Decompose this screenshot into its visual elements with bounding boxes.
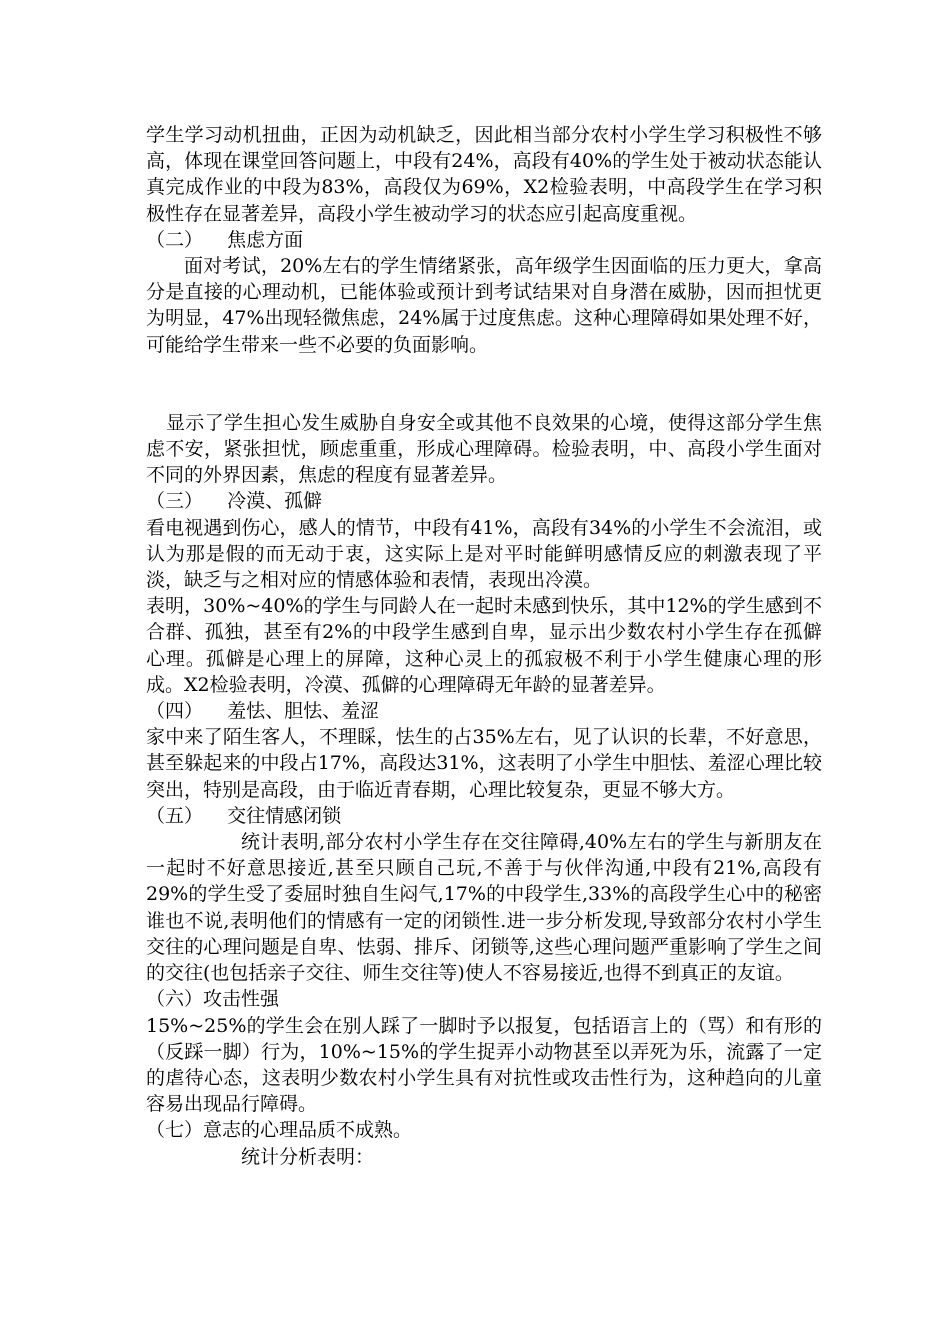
heading-shyness: （四） 羞怯、胆怯、羞涩 bbox=[146, 700, 380, 723]
document-page bbox=[146, 122, 822, 1170]
paragraph-loneliness: 表明，30%~40%的学生与同龄人在一起时未感到快乐，其中12%的学生感到不合群、孤独，甚至有2%的中段学生感到自卑，显示出少数农村小学生存在孤僻心理。孤僻是心理上的屏障，这种心灵上的孤寂极不利于小学生健康心理的形成。X2检验表明，冷漠、孤僻的心理障碍无年龄的显著差异。 bbox=[146, 595, 822, 696]
paragraph-exam-anxiety: 面对考试，20%左右的学生情绪紧张，高年级学生因面临的压力更大，拿高分是直接的心理动机，已能体验或预计到考试结果对自身潜在威胁，因而担忧更为明显，47%出现轻微焦虑，24%属于过度焦虑。这种心理障碍如果处理不好，可能给学生带来一些不必要的负面影响。 bbox=[146, 255, 822, 356]
paragraph-aggression: 15%~25%的学生会在别人踩了一脚时予以报复，包括语言上的（骂）和有形的（反踩一脚）行为，10%~15%的学生捉弄小动物甚至以弄死为乐，流露了一定的虐待心态，这表明少数农村小学生具有对抗性或攻击性行为，这种趋向的儿童容易出现品行障碍。 bbox=[146, 1014, 822, 1116]
paragraph-statistics: 统计分析表明： bbox=[241, 1145, 375, 1168]
paragraph-tv-indifference: 看电视遇到伤心，感人的情节，中段有41%，高段有34%的小学生不会流泪，或认为那是假的而无动于衷，这实际上是对平时能鲜明感情反应的刺激表现了平淡，缺乏与之相对应的情感体验和表情，表现出冷漠。 bbox=[146, 516, 822, 592]
heading-aggression: （六）攻击性强 bbox=[146, 988, 280, 1011]
blank-line bbox=[146, 358, 822, 410]
paragraph-motivation: 学生学习动机扭曲，正因为动机缺乏，因此相当部分农村小学生学习积极性不够高，体现在课堂回答问题上，中段有24%，高段有40%的学生处于被动状态能认真完成作业的中段为83%，高段仅为69%，X2检验表明，中高段学生在学习积极性存在显著差异，高段小学生被动学习的状态应引起高度重视。 bbox=[146, 124, 822, 225]
heading-indifference: （三） 冷漠、孤僻 bbox=[146, 490, 323, 513]
paragraph-social-closure: 统计表明,部分农村小学生存在交往障碍,40%左右的学生与新朋友在一起时不好意思接近,甚至只顾自己玩,不善于与伙伴沟通,中段有21%,高段有29%的学生受了委屈时独自生闷气,17%的中段学生,33%的高段学生心中的秘密谁也不说,表明他们的情感有一定的闭锁性.进一步分析发现,导致部分农村小学生交往的心理问题是自卑、怯弱、排斥、闭锁等,这些心理问题严重影响了学生之间的交往(也包括亲子交往、师生交往等)使人不容易接近,也得不到真正的友谊。 bbox=[146, 831, 822, 985]
heading-anxiety: （二） 焦虑方面 bbox=[146, 228, 304, 251]
paragraph-anxiety-result: 显示了学生担心发生威胁自身安全或其他不良效果的心境，使得这部分学生焦虑不安，紧张担忧，顾虑重重，形成心理障碍。检验表明，中、高段小学生面对不同的外界因素，焦虑的程度有显著差异。 bbox=[146, 411, 822, 487]
heading-willpower: （七）意志的心理品质不成熟。 bbox=[146, 1119, 413, 1142]
heading-social-closure: （五） 交往情感闭锁 bbox=[146, 804, 342, 827]
paragraph-shyness: 家中来了陌生客人，不理睬，怯生的占35%左右，见了认识的长辈，不好意思，甚至躲起来的中段占17%，高段达31%，这表明了小学生中胆怯、羞涩心理比较突出，特别是高段，由于临近青春期，心理比较复杂，更显不够大方。 bbox=[146, 726, 822, 801]
